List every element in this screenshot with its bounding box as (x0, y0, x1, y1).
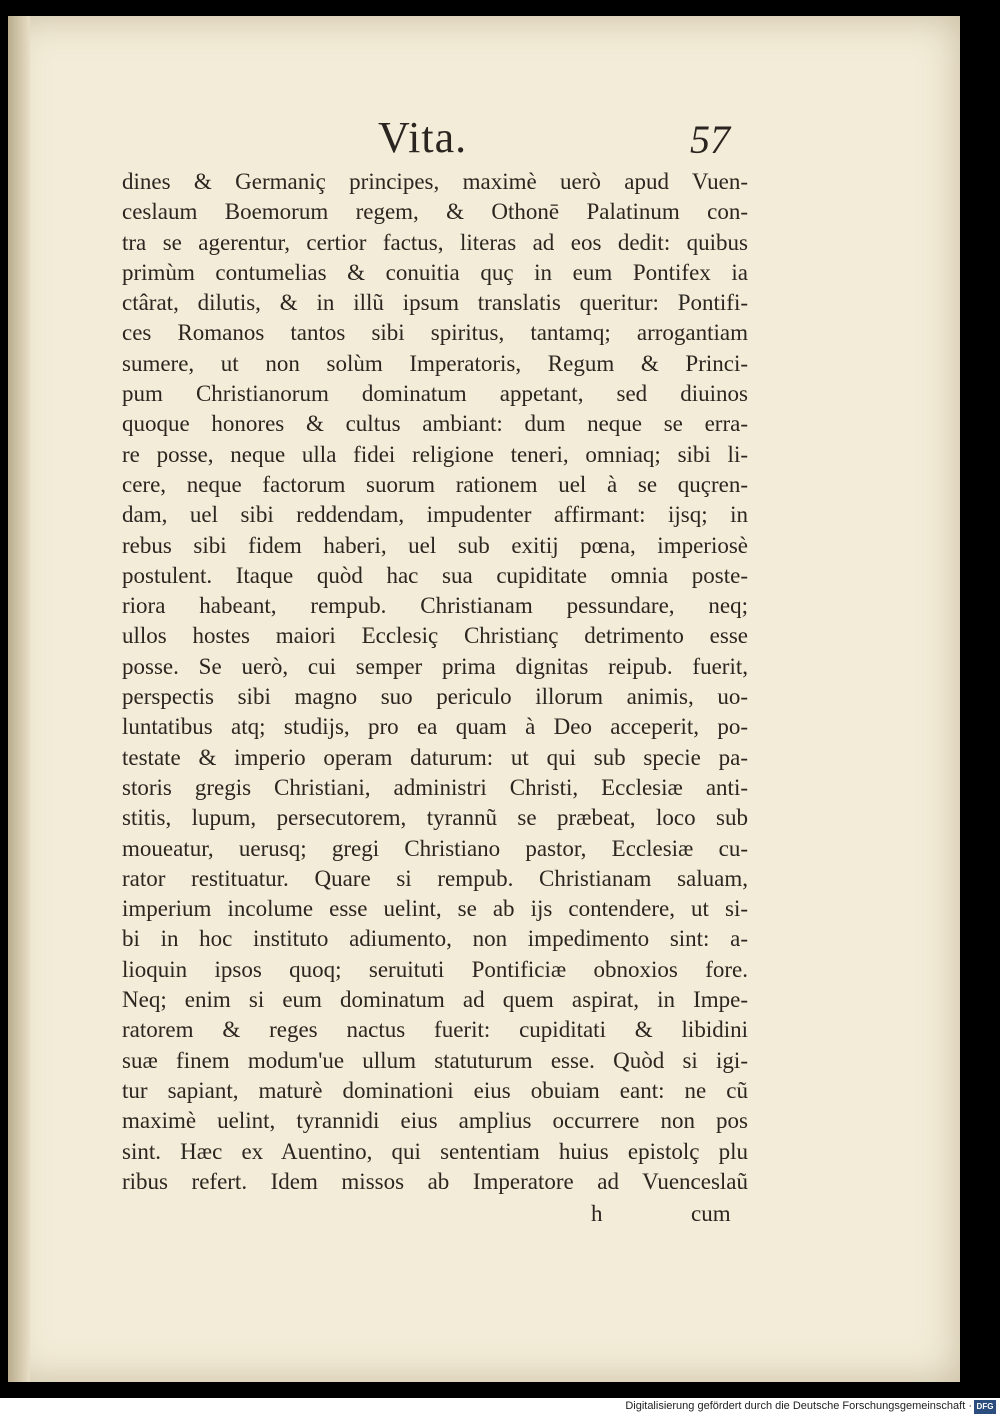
running-head: Vita. (378, 113, 468, 162)
text-line: sint. Hæc ex Auentino, qui sententiam huius epistolç plu (122, 1138, 748, 1164)
text-line: dam, uel sibi reddendam, impudenter affirmant: ijsq; in (122, 502, 748, 528)
dfg-logo: DFG (974, 1400, 996, 1414)
text-line: rator restituatur. Quare si rempub. Christianam saluam, (122, 865, 748, 891)
text-line: re posse, neque ulla fidei religione teneri, omniaq; sibi li- (122, 441, 748, 467)
text-line: ces Romanos tantos sibi spiritus, tantamq; arrogantiam (122, 320, 748, 346)
text-line: storis gregis Christiani, administri Christi, Ecclesiæ anti- (122, 774, 748, 800)
footer-bar (0, 1398, 1000, 1417)
text-line: Neq; enim si eum dominatum ad quem aspirat, in Impe- (122, 987, 748, 1013)
text-line: moueatur, uerusq; gregi Christiano pastor, Ecclesiæ cu- (122, 835, 748, 861)
page-number: 57 (690, 117, 730, 162)
text-line: bi in hoc instituto adiumento, non impedimento sint: a- (122, 926, 748, 952)
text-line: stitis, lupum, persecutorem, tyrannũ se præbeat, loco sub (122, 805, 748, 831)
text-line: ullos hostes maiori Ecclesiç Christianç detrimento esse (122, 623, 748, 649)
text-line: primùm contumelias & conuitia quç in eum Pontifex ia (122, 259, 748, 285)
text-line: ratorem & reges nactus fuerit: cupiditati & libidini (122, 1017, 748, 1043)
text-line: perspectis sibi magno suo periculo illorum animis, uo- (122, 684, 748, 710)
text-line: imperium incolume esse uelint, se ab ijs contendere, ut si- (122, 896, 748, 922)
signature-mark: h (591, 1201, 603, 1226)
body-text (122, 167, 748, 1197)
text-line: maximè uelint, tyrannidi eius amplius occurrere non pos (122, 1108, 748, 1134)
text-line: tur sapiant, maturè dominationi eius obuiam eant: ne cũ (122, 1077, 748, 1103)
page-gutter-edge (8, 16, 30, 1382)
text-line: sumere, ut non solùm Imperatoris, Regum & Princi- (122, 350, 748, 376)
text-line: lioquin ipsos quoq; seruituti Pontificiæ obnoxios fore. (122, 956, 748, 982)
text-line: dines & Germaniç principes, maximè uerò apud Vuen- (122, 169, 748, 194)
text-line: cere, neque factorum suorum rationem uel à se quçren- (122, 471, 748, 497)
text-line: quoque honores & cultus ambiant: dum neque se erra- (122, 411, 748, 437)
text-line: riora habeant, rempub. Christianam pessundare, neq; (122, 593, 748, 619)
text-line: pum Christianorum dominatum appetant, sed diuinos (122, 381, 748, 407)
text-line: testate & imperio operam daturum: ut qui sub specie pa- (122, 744, 748, 770)
footer-credit: Digitalisierung gefördert durch die Deutsche Forschungsgemeinschaft · (625, 1400, 972, 1412)
text-line: luntatibus atq; studijs, pro ea quam à Deo acceperit, po- (122, 714, 748, 740)
text-line: tra se agerentur, certior factus, literas ad eos dedit: quibus (122, 229, 748, 255)
book-page (8, 16, 960, 1382)
text-line: suæ finem modum'ue ullum statuturum esse. Quòd si igi- (122, 1047, 748, 1073)
text-line: ceslaum Boemorum regem, & Othonē Palatinum con- (122, 199, 748, 225)
catchword: cum (691, 1201, 731, 1226)
text-line: posse. Se uerò, cui semper prima dignitas reipub. fuerit, (122, 653, 748, 679)
text-line: rebus sibi fidem haberi, uel sub exitij pœna, imperiosè (122, 532, 748, 558)
text-line: ctârat, dilutis, & in illũ ipsum translatis queritur: Pontifi- (122, 290, 748, 316)
text-line: ribus refert. Idem missos ab Imperatore ad Vuenceslaũ (122, 1168, 748, 1194)
text-line: postulent. Itaque quòd hac sua cupiditate omnia poste- (122, 562, 748, 588)
